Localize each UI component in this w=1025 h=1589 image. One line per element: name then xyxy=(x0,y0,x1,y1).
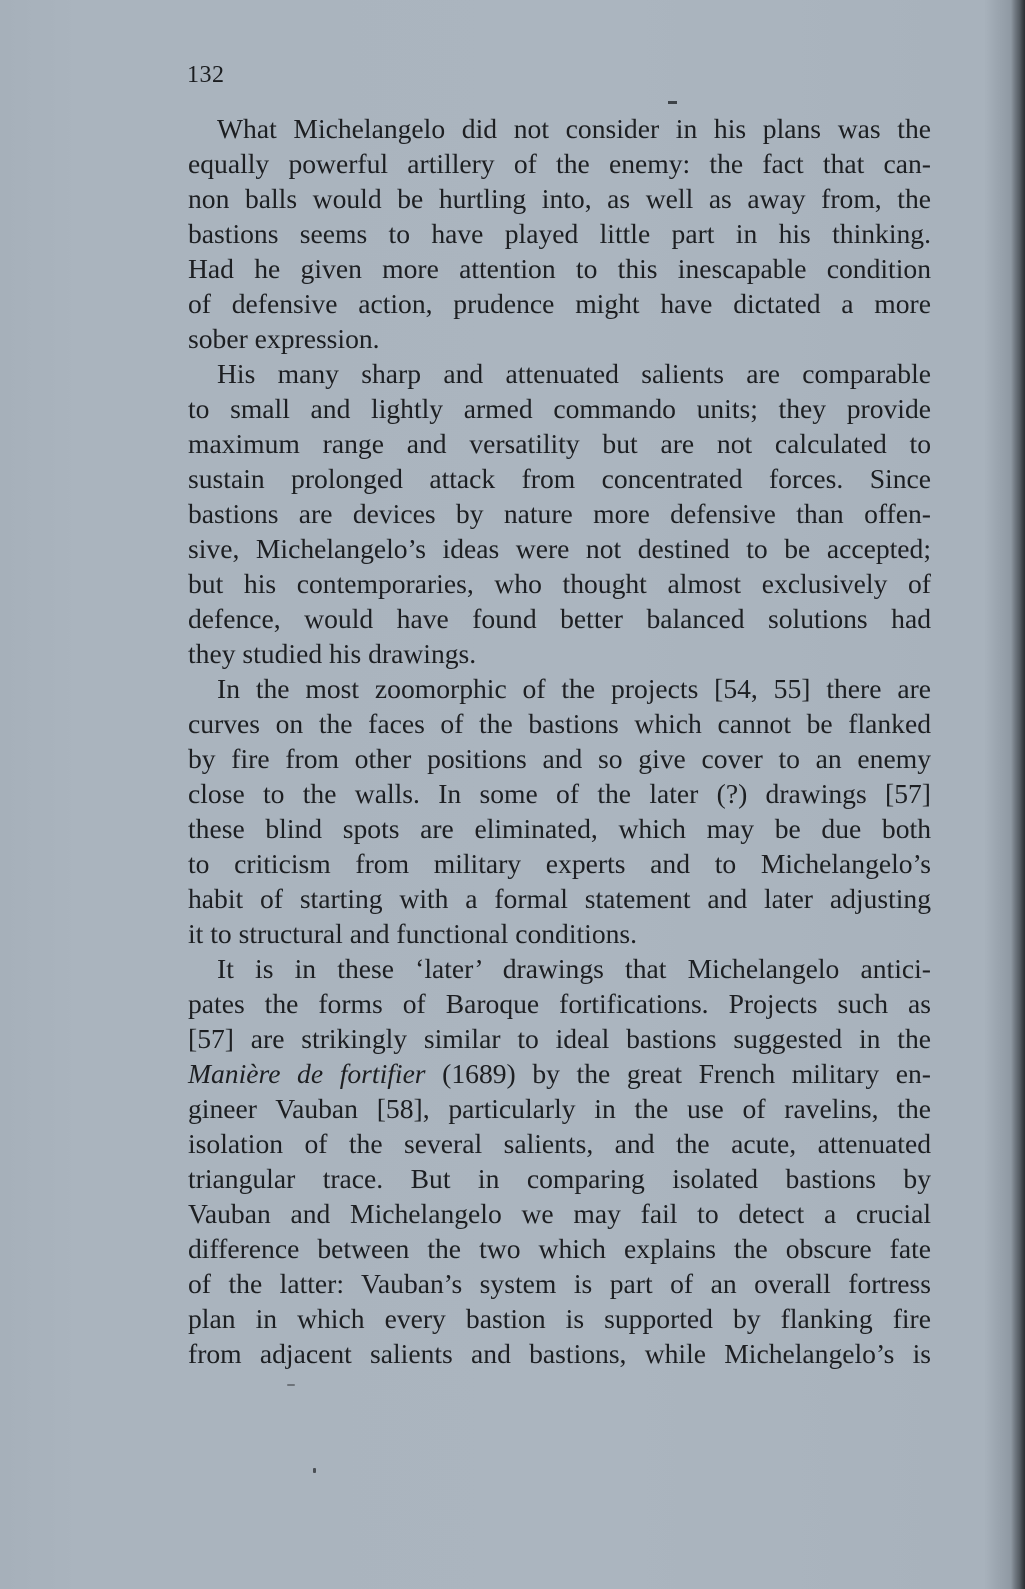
text-line: sober expression. xyxy=(188,323,380,354)
text-line: of defensive action, prudence might have dictated a more xyxy=(188,288,931,319)
text-line: from adjacent salients and bastions, while Michelangelo’s is xyxy=(188,1338,931,1369)
text-line: equally powerful artillery of the enemy: the fact that can- xyxy=(188,148,931,179)
text-line: these blind spots are eliminated, which may be due both xyxy=(188,813,931,844)
text-line: pates the forms of Baroque fortifications. Projects such as xyxy=(188,988,931,1019)
text-line: non balls would be hurtling into, as well as away from, the xyxy=(188,183,931,214)
text-line: curves on the faces of the bastions which cannot be flanked xyxy=(188,708,931,739)
text-line: triangular trace. But in comparing isolated bastions by xyxy=(188,1163,931,1194)
text-line: plan in which every bastion is supported by flanking fire xyxy=(188,1303,931,1334)
text-line: isolation of the several salients, and the acute, attenuated xyxy=(188,1128,931,1159)
text-line: [57] are strikingly similar to ideal bastions suggested in the xyxy=(188,1023,931,1054)
book-title: Manière de fortifier xyxy=(188,1058,426,1089)
page-gutter-shadow xyxy=(1011,0,1025,1589)
body-text xyxy=(188,111,931,1371)
text-line: maximum range and versatility but are not calculated to xyxy=(188,428,931,459)
text-line: difference between the two which explains the obscure fate xyxy=(188,1233,931,1264)
text-line: bastions seems to have played little part in his thinking. xyxy=(188,218,931,249)
print-mark xyxy=(668,101,677,104)
text-line: sive, Michelangelo’s ideas were not destined to be accepted; xyxy=(188,533,931,564)
text-line: to small and lightly armed commando units; they provide xyxy=(188,393,931,424)
page-number: 132 xyxy=(187,62,225,88)
text-line: they studied his drawings. xyxy=(188,638,477,669)
text-line: habit of starting with a formal statement and later adjusting xyxy=(188,883,931,914)
text-line: His many sharp and attenuated salients are comparable xyxy=(217,358,931,389)
text-line: by fire from other positions and so give cover to an enemy xyxy=(188,743,931,774)
text-line-with-title xyxy=(188,1056,931,1091)
paper-speck xyxy=(287,1384,295,1386)
text-line: What Michelangelo did not consider in his plans was the xyxy=(217,113,931,144)
text-line: of the latter: Vauban’s system is part of an overall fortress xyxy=(188,1268,931,1299)
text-line: gineer Vauban [58], particularly in the use of ravelins, the xyxy=(188,1093,931,1124)
text-line: In the most zoomorphic of the projects [54, 55] there are xyxy=(217,673,931,704)
paper-speck xyxy=(313,1468,316,1473)
text-line: it to structural and functional conditions. xyxy=(188,918,638,949)
text-line: sustain prolonged attack from concentrated forces. Since xyxy=(188,463,931,494)
text-line: It is in these ‘later’ drawings that Michelangelo antici- xyxy=(217,953,931,984)
text-line: close to the walls. In some of the later (?) drawings [57] xyxy=(188,778,931,809)
text-line: bastions are devices by nature more defensive than offen- xyxy=(188,498,931,529)
text-line: (1689) by the great French military en- xyxy=(442,1058,931,1089)
text-line: defence, would have found better balanced solutions had xyxy=(188,603,931,634)
paragraph-1 xyxy=(188,111,931,356)
paragraph-4 xyxy=(188,951,931,1371)
text-line: Vauban and Michelangelo we may fail to detect a crucial xyxy=(188,1198,931,1229)
text-line: to criticism from military experts and to Michelangelo’s xyxy=(188,848,931,879)
paragraph-2 xyxy=(188,356,931,671)
paragraph-3 xyxy=(188,671,931,951)
text-line: but his contemporaries, who thought almost exclusively of xyxy=(188,568,931,599)
text-line: Had he given more attention to this inescapable condition xyxy=(188,253,931,284)
